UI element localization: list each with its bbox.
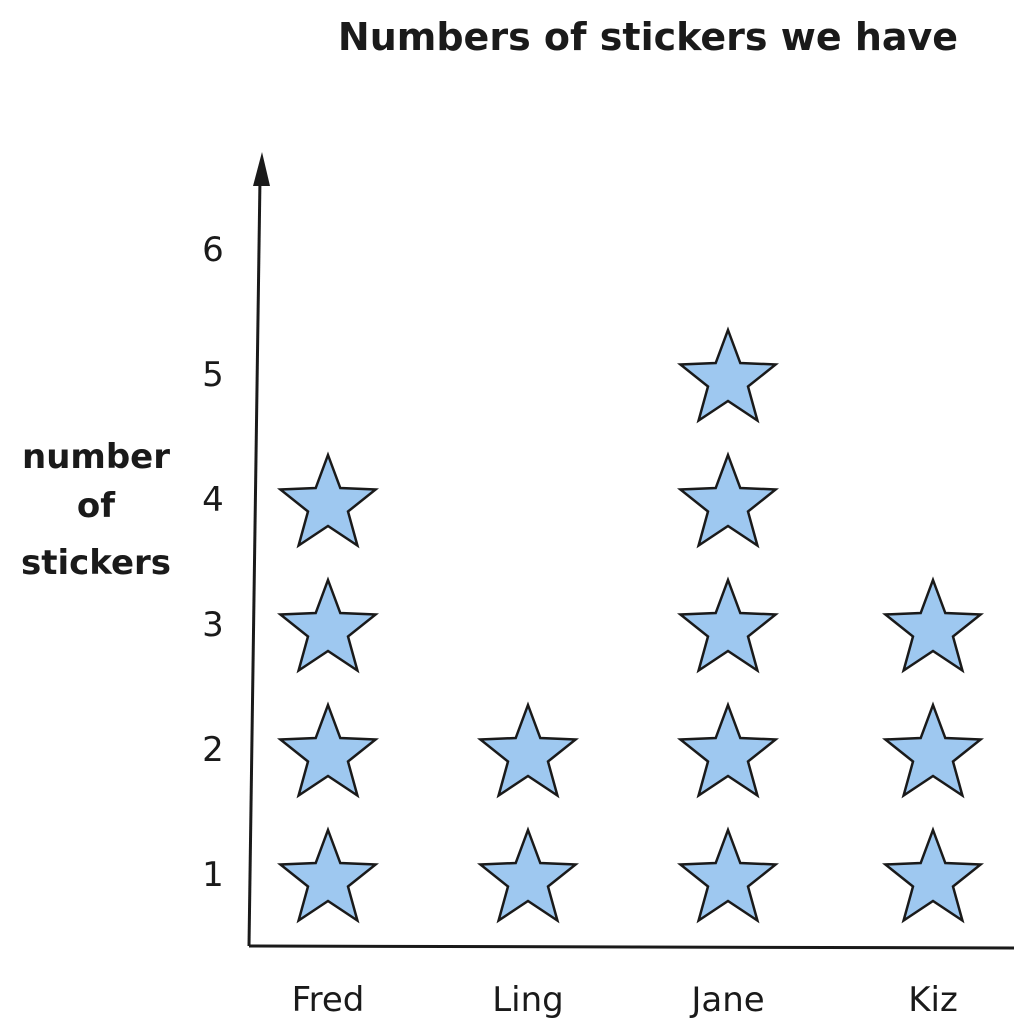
star-jane-5 [680, 330, 775, 421]
category-labels [292, 980, 958, 1020]
category-label-ling: Ling [492, 980, 564, 1020]
star-jane-3 [680, 580, 775, 671]
y-tick-label-3: 3 [202, 605, 224, 645]
star-kiz-3 [885, 580, 980, 671]
star-fred-1 [280, 830, 375, 921]
y-axis-label-line-2: of [76, 486, 116, 526]
chart-title: Numbers of stickers we have [337, 15, 959, 59]
star-jane-2 [680, 705, 775, 796]
star-kiz-2 [885, 705, 980, 796]
star-fred-3 [280, 580, 375, 671]
star-fred-2 [280, 705, 375, 796]
star-jane-4 [680, 455, 775, 546]
y-tick-label-2: 2 [202, 730, 224, 770]
y-axis [249, 178, 260, 946]
y-tick-label-6: 6 [202, 230, 224, 270]
y-axis-label-line-1: number [21, 437, 171, 477]
y-axis-arrowhead [253, 152, 270, 186]
star-jane-1 [680, 830, 775, 921]
y-tick-label-4: 4 [202, 480, 224, 520]
star-kiz-1 [885, 830, 980, 921]
y-axis-label-line-3: stickers [20, 543, 172, 583]
y-axis-label [21, 437, 171, 583]
star-ling-1 [480, 830, 575, 921]
y-tick-labels [202, 230, 224, 895]
axes [249, 152, 1014, 948]
star-fred-4 [280, 455, 375, 546]
star-marks [280, 330, 980, 921]
category-label-jane: Jane [691, 980, 765, 1020]
category-label-fred: Fred [291, 980, 365, 1020]
star-ling-2 [480, 705, 575, 796]
y-tick-label-1: 1 [202, 855, 224, 895]
y-tick-label-5: 5 [202, 355, 224, 395]
category-label-kiz: Kiz [908, 980, 958, 1020]
x-axis [249, 946, 1014, 948]
